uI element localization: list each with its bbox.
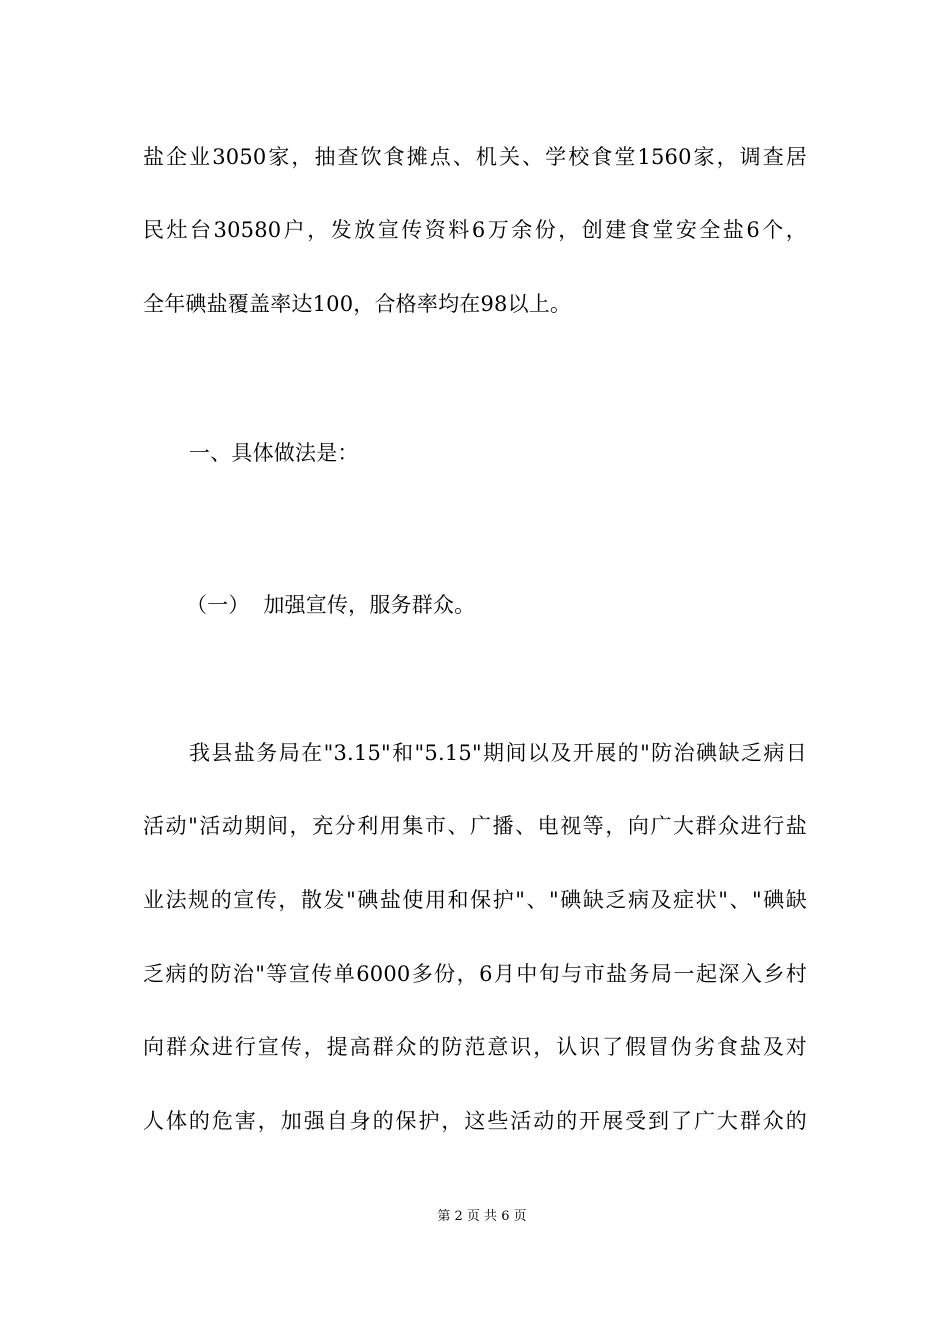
subsection-heading: （一） 加强宣传，服务群众。	[186, 593, 476, 617]
paragraph-line: 人体的危害，加强自身的保护，这些活动的开展受到了广大群众的	[143, 1109, 807, 1133]
page-footer: 第 2 页 共 6 页	[437, 1209, 527, 1224]
paragraph-line: 活动"活动期间，充分利用集市、广播、电视等，向广大群众进行盐	[143, 814, 807, 838]
paragraph-line: 民灶台30580户，发放宣传资料6万余份，创建食堂安全盐6个，	[143, 218, 807, 242]
paragraph-line: 我县盐务局在"3.15"和"5.15"期间以及开展的"防治碘缺乏病日	[189, 741, 807, 765]
paragraph-line: 业法规的宣传，散发"碘盐使用和保护"、"碘缺乏病及症状"、"碘缺	[143, 888, 807, 912]
paragraph-line: 向群众进行宣传，提高群众的防范意识，认识了假冒伪劣食盐及对	[143, 1035, 807, 1059]
section-heading: 一、具体做法是：	[189, 441, 359, 465]
paragraph-line: 乏病的防治"等宣传单6000多份，6月中旬与市盐务局一起深入乡村	[143, 962, 807, 986]
paragraph-line: 盐企业3050家，抽查饮食摊点、机关、学校食堂1560家，调查居	[143, 145, 807, 169]
paragraph-line: 全年碘盐覆盖率达100，合格率均在98以上。	[143, 292, 572, 316]
